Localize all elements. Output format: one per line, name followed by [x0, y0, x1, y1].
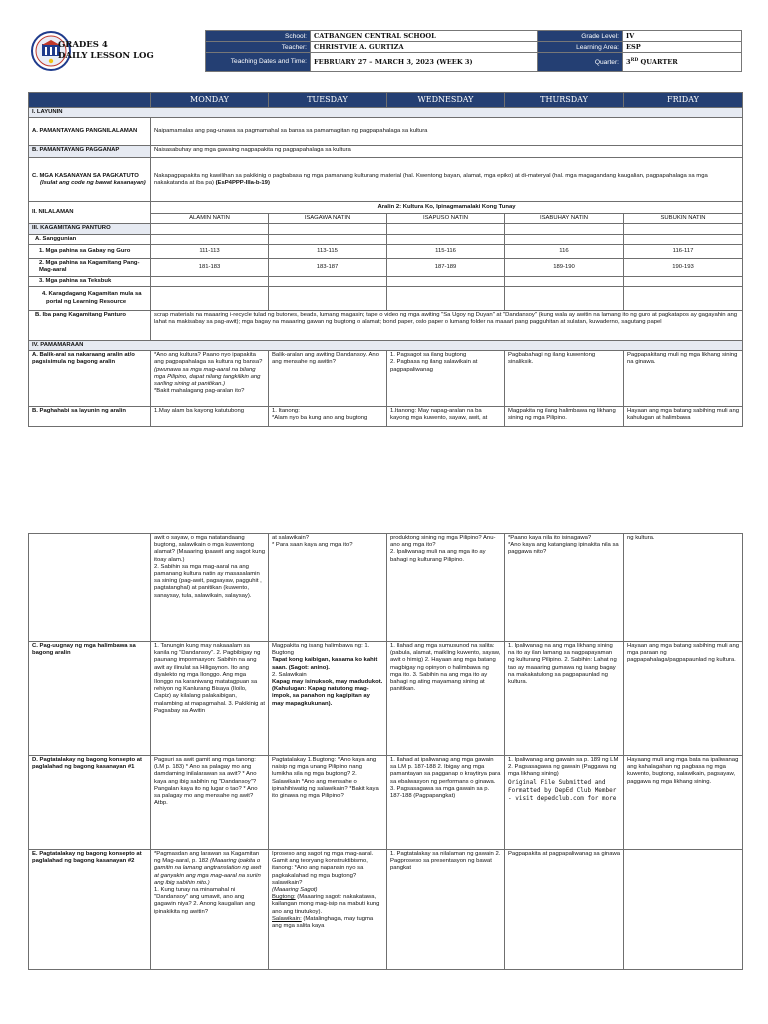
- pag-uugnay-monday: 1. Tanungin kung may nakaaalam sa kanila ng "Dandansoy". 2. Pagbibigay ng paunang impormasyon: Sabihin na ang awit ay ilinulat sa Hiligaynon. Ito ang diyalekto ng mga Ilonggo. Ang mga Ilonggo na karaniwang matatagpuan sa rehiyon ng Kanlurang Bisaya (Iloilo, Capiz) ay kilalang palakaibigan, malambing at mapagmahal. 3. Pakikinig at Pagsabay sa Awitin: [151, 642, 269, 756]
- paghahabi-tue-1: 1. Itanong:: [272, 408, 300, 415]
- gabay-friday: 116-117: [624, 244, 743, 258]
- label-pamantayang-pagganap: B. PAMANTAYANG PAGGANAP: [29, 146, 151, 158]
- karagdagan-line2: portal ng Learning Resource: [46, 298, 127, 305]
- cont-wed-1: produktong sining ng mga Pilipino? Anu-ano ang mga ito?: [390, 535, 496, 549]
- continued-label: [29, 534, 151, 642]
- mag-thursday: 189-190: [505, 258, 624, 276]
- grade-label: Grade Level:: [538, 31, 623, 42]
- logo-title: [58, 40, 154, 62]
- lesson-table-page-1: [28, 92, 743, 427]
- label-gabay-guro: 1. Mga pahina sa Gabay ng Guro: [29, 244, 151, 258]
- day-thursday: THURSDAY: [505, 93, 624, 108]
- karagdagan-line1: 4. Karagdagang Kagamitan mula sa: [42, 291, 142, 298]
- section-pamamaraan: IV. PAMAMARAAN: [29, 341, 743, 351]
- paghahabi-thursday: Magpakita ng ilang halimbawa ng likhang sining ng mga Pilipino.: [505, 407, 624, 427]
- balik-aral-monday: [151, 351, 269, 407]
- continued-wednesday: [387, 534, 505, 642]
- kasanayan-code: (EsP4PPP-IIIa-b-19): [215, 179, 270, 186]
- pagtatalakay2-mon-note: (Maaaring ipakita o gamitin na lamang angtranslation ng awit at ganyakin ang mga mag-aaral na suriin ang ibig sabihin nito.): [154, 858, 262, 886]
- continued-monday: [151, 534, 269, 642]
- cont-wed-2: 2. Ipaliwanag muli na ang mga ito ay bahagi ng kulturang Pilipino.: [390, 549, 486, 563]
- pag-uugnay-tue-4: Kapag may isinuksok, may madudukot. (Kahulugan: Kapag natutong mag-impok, sa panahon ng kagipitan ay may mapagkukunan).: [272, 679, 383, 707]
- label-kagamitang-mag-aaral: 2. Mga pahina sa Kagamitang Pang-Mag-aaral: [29, 258, 151, 276]
- pagtatalakay2-monday: [151, 850, 269, 970]
- gabay-thursday: 116: [505, 244, 624, 258]
- pagtatalakay1-wednesday: 1. Ilahad at ipaliwanag ang mga gawain sa LM p. 187-188 2. Ibigay ang mga pamantayan sa pagganap o kraytirya para sa ebalwasyon ng performans o ginawa. 3. Pagsasagawa sa mga gawain sa p. 187-188 (Pagpapangkat): [387, 756, 505, 850]
- label-kasanayan: [29, 158, 151, 202]
- pag-uugnay-friday: Hayaan ang mga batang sabihing muli ang mga paraan ng pagpapahalaga/pagpapaunlad ng kultura.: [624, 642, 743, 756]
- dates-label: Teaching Dates and Time:: [206, 53, 311, 72]
- pagtatalakay1-monday: Pagsuri sa awit gamit ang mga tanong: (LM p. 183) * Ano sa palagay mo ang damdaming inilalarawan sa awit? * Ano kaya ang ibig sabihin ng "Dandansoy"? Pangalan kaya ito ng lugar o tao? * Ano sa palagay mo ang mensahe ng awit? Atbp.: [151, 756, 269, 850]
- day-header-corner: [29, 93, 151, 108]
- label-pag-uugnay: C. Pag-uugnay ng mga halimbawa sa bagong aralin: [29, 642, 151, 756]
- day-friday: FRIDAY: [624, 93, 743, 108]
- label-pagtatalakay-1: D. Pagtatalakay ng bagong konsepto at paglalahad ng bagong kasanayan #1: [29, 756, 151, 850]
- continued-tuesday: [269, 534, 387, 642]
- balik-aral-friday: Pagpapakitang muli ng mga likhang sining na ginawa.: [624, 351, 743, 407]
- continued-thursday: [505, 534, 624, 642]
- dates-value: FEBRUARY 27 – MARCH 3, 2023 (WEEK 3): [311, 53, 538, 72]
- label-sanggunian: A. Sanggunian: [29, 234, 151, 244]
- day-tuesday: TUESDAY: [269, 93, 387, 108]
- gabay-monday: 111-113: [151, 244, 269, 258]
- text-pamantayang-pagganap: Naisasabuhay ang mga gawaing nagpapakita ng pagpapahalaga sa kultura: [151, 146, 743, 158]
- quarter-suffix: RD: [630, 57, 639, 63]
- pag-uugnay-tue-3: 2. Salawikain: [272, 671, 307, 678]
- pagtatalakay1-thursday: [505, 756, 624, 850]
- balik-aral-mon-q2: *Bakit mahalagang pag-aralan ito?: [154, 388, 245, 395]
- pagtatalakay2-tue-note: (Maaaring Sagot): [272, 887, 318, 894]
- header: [28, 28, 742, 78]
- teacher-label: Teacher:: [206, 42, 311, 53]
- area-label: Learning Area:: [538, 42, 623, 53]
- sub-subukin: SUBUKIN NATIN: [624, 214, 743, 224]
- pagtatalakay2-tue-salawikain: Salawikain:: [272, 915, 302, 922]
- pag-uugnay-tue-1: Magpakita ng isang halimbawa ng: 1. Bugtong: [272, 643, 370, 657]
- text-pamantayang-pangnilalaman: Naipamamalas ang pag-unawa sa pagmamahal sa bansa sa pamamagitan ng pagpapahalaga sa kultura: [151, 118, 743, 146]
- gabay-tuesday: 113-115: [269, 244, 387, 258]
- cont-thu-1: *Paano kaya nila ito isinagawa?: [508, 535, 592, 541]
- sub-isabuhay: ISABUHAY NATIN: [505, 214, 624, 224]
- pagtatalakay1-tuesday: Pagtatalakay 1.Bugtong: *Ano kaya ang naisip ng mga unang Pilipino nang lumikha sila ng mga bugtong? 2. Salawikain *Ano ang mensahe o ipinahihiwatig ng salawikain? *Bakit kaya ito ginawa ng mga Pilipino?: [269, 756, 387, 850]
- balik-aral-wed-1: 1. Pagsagot sa ilang bugtong: [390, 352, 467, 359]
- aralin-title: Aralin 2: Kultura Ko, Ipinagmamalaki Kong Tunay: [151, 202, 743, 214]
- pagtatalakay2-tuesday: [269, 850, 387, 970]
- text-kasanayan: [151, 158, 743, 202]
- mag-tuesday: 183-187: [269, 258, 387, 276]
- pagtatalakay2-mon-2: 1. Kung tunay na minamahal ni "Dandansoy" ang umawit, ano ang gagawin niya? 2. Anong kaugalian ang ipinakikita ng awitin?: [154, 887, 255, 915]
- sub-isagawa: ISAGAWA NATIN: [269, 214, 387, 224]
- label-paghahabi: B. Paghahabi sa layunin ng aralin: [29, 407, 151, 427]
- info-table: [205, 30, 742, 72]
- balik-aral-tuesday: Balik-aralan ang awiting Dandansoy. Ano ang mensahe ng awitin?: [269, 351, 387, 407]
- page-1: [28, 28, 742, 427]
- paghahabi-tue-2: *Alam nyo ba kung ano ang bugtong: [272, 415, 368, 422]
- balik-aral-wednesday: [387, 351, 505, 407]
- cont-thu-2: *Ano kaya ang katangiang ipinakita nila sa paggawa nito?: [508, 542, 619, 556]
- continued-friday: ng kultura.: [624, 534, 743, 642]
- label-nilalaman: II. NILALAMAN: [29, 202, 151, 224]
- logo-line-grade: GRADES 4: [58, 40, 108, 50]
- pagtatalakay2-tue-3: (Matalinghaga, may tugma ang mga salita kaya: [272, 915, 374, 930]
- label-balik-aral: A. Balik-aral sa nakaraang aralin at/o pagsisimula ng bagong aralin: [29, 351, 151, 407]
- balik-aral-wed-2: 2. Pagbasa ng ilang salawikain at pagpapaliwanag: [390, 359, 478, 373]
- school-label: School:: [206, 31, 311, 42]
- quarter-number: 3: [626, 58, 631, 67]
- pag-uugnay-tuesday: [269, 642, 387, 756]
- text-iba-pang-kagamitan: scrap materials na maaaring i-recycle tulad ng butones, beads, lumang magasin; tape o video ng mga awiting "Sa Ugoy ng Duyan" at "Dandansoy" (kung wala ay awitin na lamang ito ng guro at pagkatapos ay gagayahin ang lahat na makisabay sa pag-awit); mga bagay na maaaring gawan ng bugtong o alamat; bond paper, oslo paper o lumang folder na maaari pang pagguhitan at sulatan, kuwaderno, sagutang papel: [151, 311, 743, 341]
- pag-uugnay-thursday: 1. Ipaliwanag na ang mga likhang sining na ito ay ilan lamang sa nagpapayaman ng kulturang Pilipino. 2. Sabihin: Lahat ng tao ay maaaring gumawa ng isang bagay na makakatulong sa pagpapaunlad ng kultura.: [505, 642, 624, 756]
- mag-wednesday: 187-189: [387, 258, 505, 276]
- kasanayan-subtitle: (Isulat ang code ng bawat kasanayan): [40, 179, 146, 186]
- pagtatalakay2-tue-1: Iproseso ang sagot ng mga mag-aaral. Gamit ang teoryang konstruktibismo, itanong: *Ano ang napansin nyo sa pagkakalahad ng mga bugtong? salawikain?: [272, 851, 374, 886]
- label-iba-pang-kagamitan: B. Iba pang Kagamitang Panturo: [29, 311, 151, 341]
- day-wednesday: WEDNESDAY: [387, 93, 505, 108]
- label-teksbuk: 3. Mga pahina sa Teksbuk: [29, 276, 151, 286]
- day-header-row: [29, 93, 743, 108]
- gabay-wednesday: 115-116: [387, 244, 505, 258]
- label-karagdagang-kagamitan: [29, 287, 151, 311]
- label-pamantayang-pangnilalaman: A. PAMANTAYANG PANGNILALAMAN: [29, 118, 151, 146]
- paghahabi-tuesday: [269, 407, 387, 427]
- sub-alamin: ALAMIN NATIN: [151, 214, 269, 224]
- kasanayan-text: Nakapagpapakita ng kawilihan sa pakikinig o pagbabasa ng mga pamanang kulturang material (hal. Kwentong bayan, alamat, mga epiko) at di-materyal (hal. mga magagandang kaugalian, pagpapahalaga sa mga nakakatanda at iba pa): [154, 172, 708, 186]
- pagtatalakay2-mon-1: *Pagmasdan ang larawan sa Kagamitan ng Mag-aaral, p. 182: [154, 851, 260, 865]
- logo-line-dll: DAILY LESSON LOG: [58, 51, 154, 61]
- lesson-table-page-2: [28, 533, 743, 970]
- paghahabi-wednesday: 1.Itanong: May napag-aralan na ba kayong mga kuwento, sayaw, awit, at: [387, 407, 505, 427]
- balik-aral-thursday: Pagbabahagi ng ilang kuwentong sinaliksik.: [505, 351, 624, 407]
- label-pagtatalakay-2: E. Pagtatalakay ng bagong konsepto at paglalahad ng bagong kasanayan #2: [29, 850, 151, 970]
- cont-tue-1: at salawikain?: [272, 535, 310, 541]
- school-value: CATBANGEN CENTRAL SCHOOL: [311, 31, 538, 42]
- teacher-value: CHRISTVIE A. GURTIZA: [311, 42, 538, 53]
- grade-value: IV: [623, 31, 742, 42]
- pagtatalakay2-wednesday: 1. Pagtatalakay sa nilalaman ng gawain 2. Pagproseso sa presentasyon ng bawat pangkat: [387, 850, 505, 970]
- pag-uugnay-tue-2: Tapat kong kaibigan, kasama ko kahit saan. (Sagot: anino).: [272, 657, 378, 671]
- cont-tue-2: * Para saan kaya ang mga ito?: [272, 542, 353, 549]
- depedclub-watermark: Original File Submitted and Formatted by DepEd Club Member - visit depedclub.com for more: [508, 778, 617, 802]
- area-value: ESP: [623, 42, 742, 53]
- section-layunin: I. LAYUNIN: [29, 108, 743, 118]
- mag-monday: 181-183: [151, 258, 269, 276]
- mag-friday: 190-193: [624, 258, 743, 276]
- pagtatalakay2-tue-2: (Maaaring sagot: nakakatawa, kailangan mong mag-isip na mabuti kung ano ang tinutukoy).: [272, 894, 380, 915]
- quarter-word: QUARTER: [638, 58, 678, 67]
- sub-isapuso: ISAPUSO NATIN: [387, 214, 505, 224]
- label-kagamitan: III. KAGAMITANG PANTURO: [29, 224, 151, 234]
- balik-aral-mon-note: (pwunawa sa mga mag-aaral na bilang mga Pilipino, dapat nilang tangkilikin ang sariling sining at panitikan.): [154, 366, 261, 388]
- pagtatalakay1-thu-text: 1. Ipaliwanag ang gawain sa p. 189 ng LM 2. Pagsasagawa ng gawain (Paggawa ng mga likhang sining): [508, 757, 619, 778]
- balik-aral-mon-q: *Ano ang kultura? Paano nyo ipapakita ang pagpapahalaga sa kultura ng bansa?: [154, 352, 263, 366]
- quarter-value: [623, 53, 742, 72]
- pag-uugnay-wednesday: 1. Ilahad ang mga sumusunod na salita: (pabula, alamat, maikling kuwento, sayaw, awit o himig) 2. Hayaan ang mga batang magbigay ng opinyon o halimbawa ng mga ito. 3. Sabihin na ang mga ito ay bahagi ng ating mayamang sining at panitikan.: [387, 642, 505, 756]
- paghahabi-monday: 1.May alam ba kayong katutubong: [151, 407, 269, 427]
- pagtatalakay2-thursday: Pagpapakita at pagpapaliwanag sa ginawa: [505, 850, 624, 970]
- paghahabi-friday: Hayaan ang mga batang sabihing muli ang kahulugan at halimbawa: [624, 407, 743, 427]
- cont-mon-1: awit o sayaw, o mga natatandaang bugtong, salawikain o mga kuwentong alamat? (Maaaring ipaawit ang sagot kung itoay alam.): [154, 535, 266, 563]
- day-monday: MONDAY: [151, 93, 269, 108]
- kasanayan-title: C. MGA KASANAYAN SA PAGKATUTO: [32, 172, 139, 179]
- pagtatalakay2-tue-bugtong: Bugtong:: [272, 894, 296, 901]
- quarter-label: Quarter:: [538, 53, 623, 72]
- pagtatalakay1-friday: Hayaang muli ang mga bata na ipaliwanag ang kahalagahan ng pagbasa ng mga kuwento, bugtong, salawikain, pagsayaw, paggawa ng mga likhang sining.: [624, 756, 743, 850]
- page-2: [28, 533, 742, 970]
- cont-mon-2: 2. Sabihin sa mga mag-aaral na ang pamanang kultura natin ay masasalamin sa sining (pag-awit, pagsayaw, pagguhit , pagtatanghal) at panitikan (kuwento, sanaysay, tula, salawikain, salaysay).: [154, 563, 262, 599]
- pagtatalakay2-friday: [624, 850, 743, 970]
